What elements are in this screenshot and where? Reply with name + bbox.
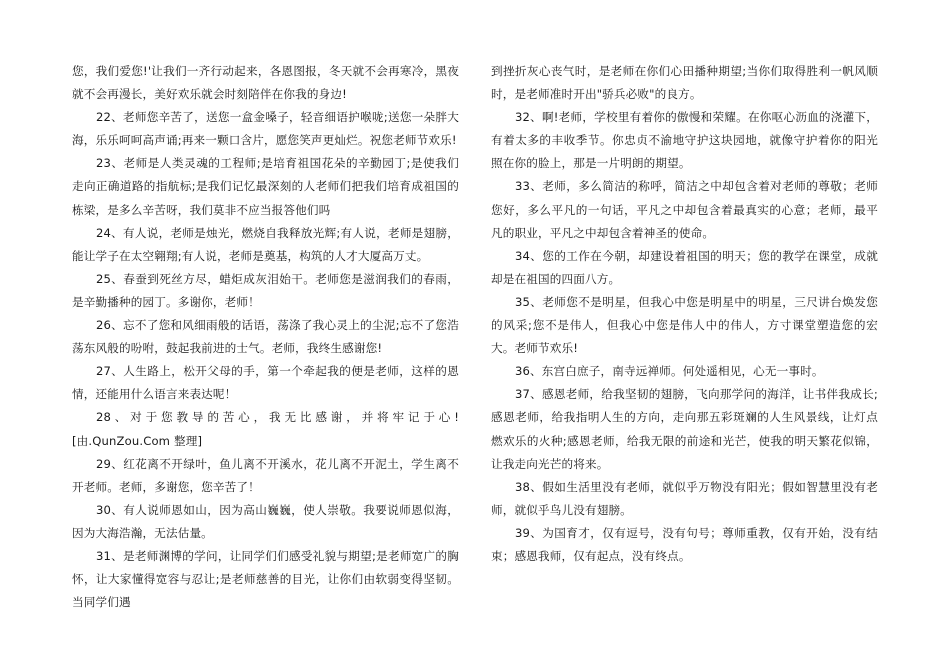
left-column	[72, 60, 459, 614]
paragraph: 28、对于您教导的苦心，我无比感谢，并将牢记于心![由.QunZou.Com 整理]	[72, 410, 459, 448]
paragraph: 27、人生路上，松开父母的手，第一个牵起我的便是老师，这样的恩情，还能用什么语言来表达呢！	[72, 364, 459, 402]
paragraph: 到挫折灰心丧气时，是老师在你们心田播种期望;当你们取得胜利一帆风顺时，是老师准时开出"骄兵必败"的良方。	[491, 64, 878, 102]
paragraph: 36、东宫白庶子，南寺远禅师。何处遥相见，心无一事时。	[515, 364, 824, 379]
paragraph: 24、有人说，老师是烛光，燃烧自我释放光辉;有人说，老师是翅膀，能让学子在太空翱翔;有人说，老师是奠基，构筑的人才大厦高万丈。	[72, 225, 459, 263]
paragraph: 30、有人说师恩如山，因为高山巍巍，使人崇敬。我要说师恩似海，因为大海浩瀚，无法估量。	[72, 502, 459, 540]
paragraph: 23、老师是人类灵魂的工程师;是培育祖国花朵的辛勤园丁;是使我们走向正确道路的指航标;是我们记忆最深刻的人老师们把我们培育成祖国的栋梁，是多么辛苦呀，我们莫非不应当报答他们吗	[72, 156, 459, 217]
paragraph: 您，我们爱您!'让我们一齐行动起来，各恩图报，冬天就不会再寒冷，黑夜就不会再漫长，美好欢乐就会时刻陪伴在你我的身边!	[72, 64, 459, 102]
paragraph: 22、老师您辛苦了，送您一盒金嗓子，轻音细语护喉咙;送您一朵胖大海，乐乐呵呵高声诵;再来一颗口含片，愿您笑声更灿烂。祝您老师节欢乐!	[72, 110, 459, 148]
paragraph: 25、春蚕到死丝方尽，蜡炬成灰泪始干。老师您是滋润我们的春雨，是辛勤播种的园丁。多谢你，老师！	[72, 271, 459, 309]
paragraph: 33、老师，多么简洁的称呼，简洁之中却包含着对老师的尊敬；老师您好，多么平凡的一句话，平凡之中却包含着最真实的心意；老师，最平凡的职业，平凡之中却包含着神圣的使命。	[491, 179, 878, 240]
paragraph: 34、您的工作在今朝，却建设着祖国的明天；您的教学在课堂，成就却是在祖国的四面八方。	[491, 248, 878, 286]
paragraph: 39、为国育才，仅有逗号，没有句号；尊师重教，仅有开始，没有结束；感恩我师，仅有起点，没有终点。	[491, 525, 878, 563]
paragraph: 31、是老师渊博的学问，让同学们们感受礼貌与期望;是老师宽广的胸怀，让大家懂得宽容与忍让;是老师慈善的目光，让你们由软弱变得坚韧。当同学们遇	[72, 548, 459, 610]
right-column	[491, 60, 878, 568]
paragraph: 26、忘不了您和风细雨般的话语，荡涤了我心灵上的尘泥;忘不了您浩荡东风般的吩咐，鼓起我前进的士气。老师，我终生感谢您!	[72, 318, 459, 356]
paragraph: 35、老师您不是明星，但我心中您是明星中的明星，三尺讲台焕发您的风采;您不是伟人，但我心中您是伟人中的伟人，方寸课堂塑造您的宏大。老师节欢乐!	[491, 294, 878, 356]
paragraph: 29、红花离不开绿叶，鱼儿离不开溪水，花儿离不开泥土，学生离不开老师。老师，多谢您，您辛苦了！	[72, 456, 459, 494]
paragraph: 38、假如生活里没有老师，就似乎万物没有阳光；假如智慧里没有老师，就似乎鸟儿没有翅膀。	[491, 479, 878, 517]
paragraph: 32、啊!老师，学校里有着你的傲慢和荣耀。在你呕心沥血的浇灌下，有着太多的丰收季节。你忠贞不渝地守护这块园地，就像守护着你的阳光照在你的脸上，那是一片明朗的期望。	[491, 110, 878, 171]
paragraph: 37、感恩老师，给我坚韧的翅膀，飞向那学问的海洋，让书伴我成长;感恩老师，给我指明人生的方向，走向那五彩斑斓的人生风景线，让灯点燃欢乐的火种;感恩老师，给我无限的前途和光芒，使我的明天繁花似锦，让我走向光芒的将来。	[491, 387, 878, 471]
